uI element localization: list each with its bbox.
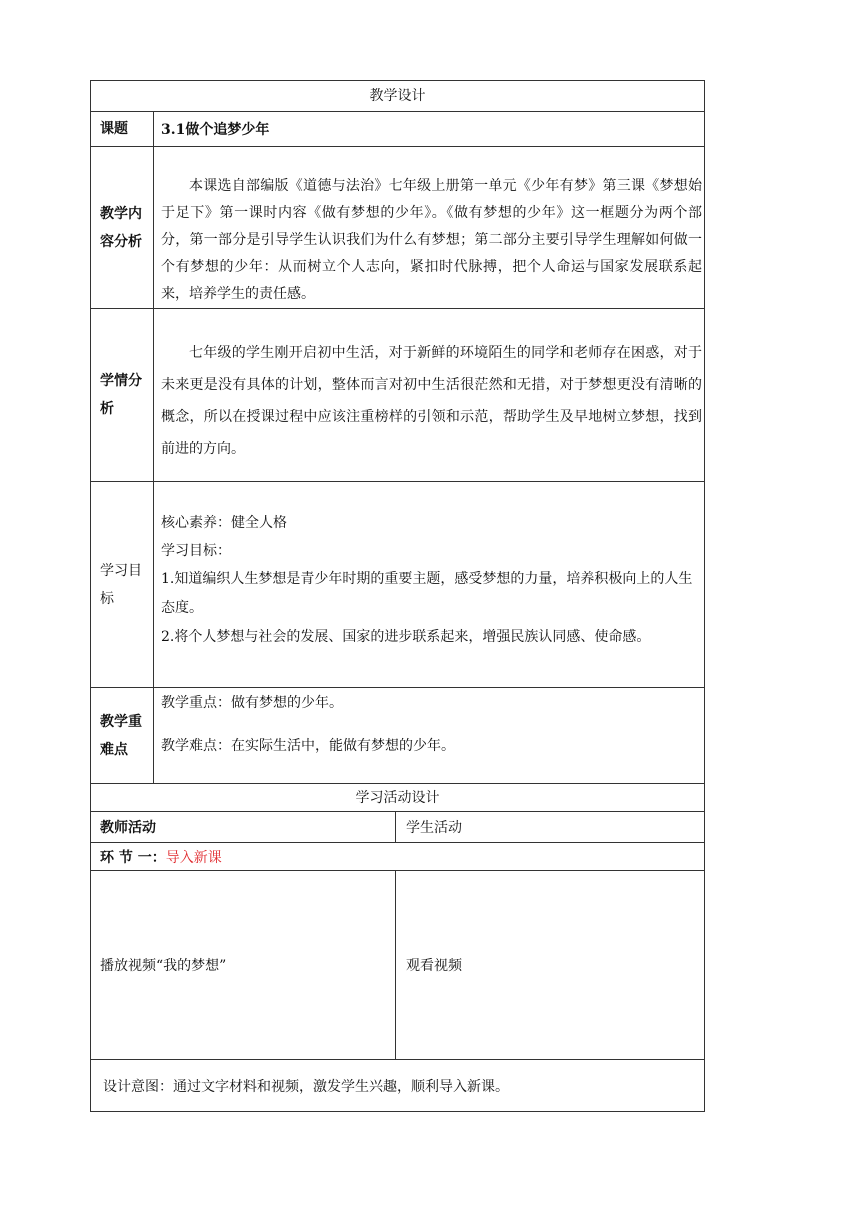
key-points-label: 教学重难点 (91, 688, 154, 783)
stage-row (91, 843, 704, 871)
objectives-cell (154, 482, 704, 687)
objectives-row (91, 482, 704, 688)
content-analysis-label: 教学内容分析 (91, 147, 154, 308)
learner-analysis-row (91, 309, 704, 482)
student-activity-header: 学生活动 (406, 820, 462, 836)
objective-item-2: 2.将个人梦想与社会的发展、国家的进步联系起来，增强民族认同感、使命感。 (161, 629, 651, 645)
stage-name: 导入新课 (165, 849, 222, 866)
table-title-row (91, 81, 704, 112)
learner-analysis-label: 学情分析 (91, 309, 154, 481)
student-activity: 观看视频 (406, 958, 462, 974)
content-analysis-text: 本课选自部编版《道德与法治》七年级上册第一单元《少年有梦》第三课《梦想始于足下》第一课时内容《做有梦想的少年》。《做有梦想的少年》这一框题分为两个部分，第一部分是引导学生认识我们为什么有梦想；第二部分主要引导学生理解如何做一个有梦想的少年：从而树立个人志向，紧扣时代脉搏，把个人命运与国家发展联系起来，培养学生的责任感。 (161, 178, 702, 302)
key-points-row (91, 688, 704, 784)
design-intent-row (91, 1060, 704, 1111)
content-analysis-cell (154, 147, 704, 308)
objectives-label: 学习目标 (91, 482, 154, 687)
design-intent: 设计意图：通过文字材料和视频，激发学生兴趣，顺利导入新课。 (103, 1078, 509, 1095)
stage-prefix: 环 节 一： (100, 849, 166, 866)
objectives-heading: 学习目标： (161, 543, 231, 559)
key-points-cell (154, 688, 704, 783)
table-title: 教学设计 (369, 88, 426, 104)
teacher-activity-header: 教师活动 (91, 812, 396, 842)
core-literacy: 核心素养：健全人格 (161, 515, 287, 531)
teaching-focus: 教学重点：做有梦想的少年。 (161, 695, 343, 711)
teaching-difficulty: 教学难点：在实际生活中，能做有梦想的少年。 (161, 738, 455, 754)
activity-design-title-row (91, 784, 704, 812)
activity-design-title: 学习活动设计 (355, 789, 440, 806)
topic-value: 3.1做个追梦少年 (161, 122, 270, 138)
content-analysis-row (91, 147, 704, 309)
activity-header-row (91, 812, 704, 843)
teacher-activity: 播放视频“我的梦想” (91, 871, 396, 1059)
activity-content-row (91, 871, 704, 1060)
objective-item-1: 1.知道编织人生梦想是青少年时期的重要主题，感受梦想的力量，培养积极向上的人生态度。 (161, 571, 693, 616)
learner-analysis-cell (154, 309, 704, 481)
topic-row (91, 112, 704, 147)
topic-label: 课题 (91, 112, 154, 146)
learner-analysis-text: 七年级的学生刚开启初中生活，对于新鲜的环境陌生的同学和老师存在困惑，对于未来更是没有具体的计划，整体而言对初中生活很茫然和无措，对于梦想更没有清晰的概念，所以在授课过程中应该注重榜样的引领和示范，帮助学生及早地树立梦想，找到前进的方向。 (161, 345, 702, 457)
lesson-plan-table (90, 80, 705, 1112)
